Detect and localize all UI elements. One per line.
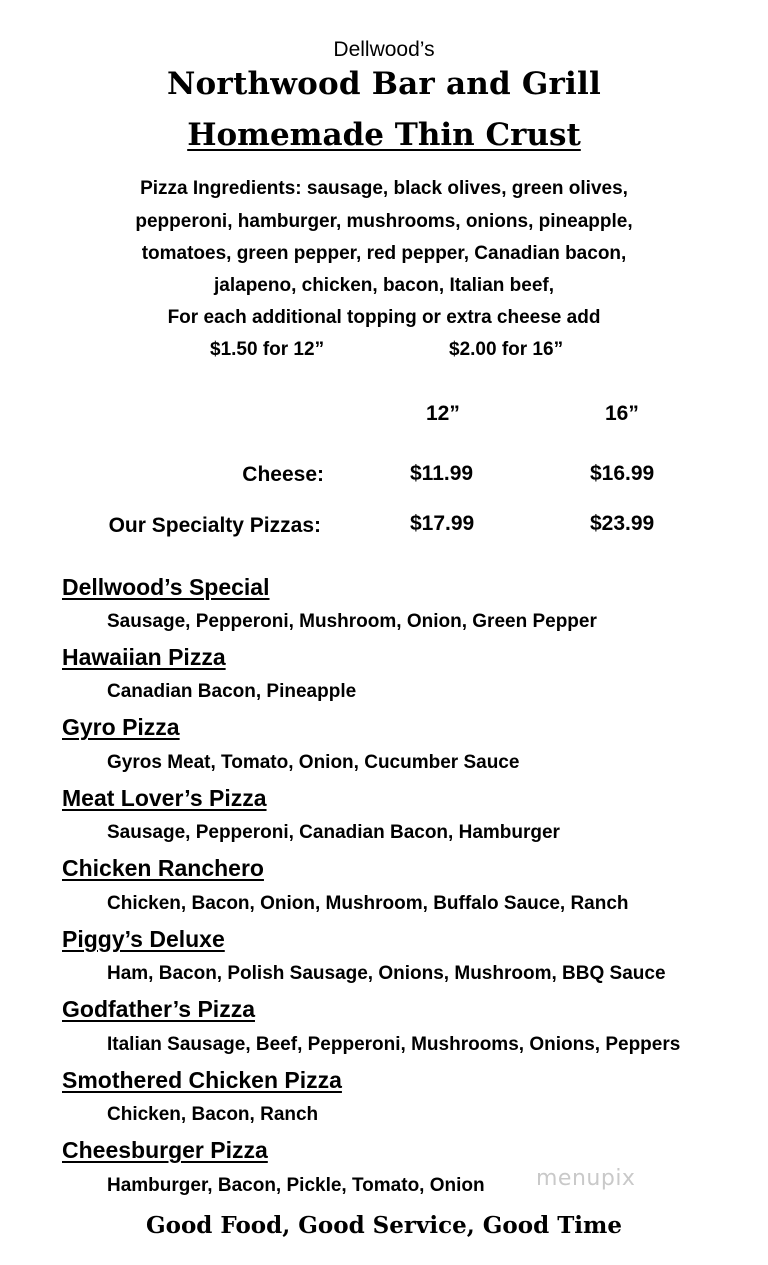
cheese-label: Cheese:: [242, 463, 324, 486]
extra-price-12: $1.50 for 12”: [210, 339, 325, 360]
cheese-price-16: $16.99: [590, 462, 655, 485]
pizza-toppings: Ham, Bacon, Polish Sausage, Onions, Mushroom, BBQ Sauce: [107, 963, 666, 984]
ingredients-line-1: [0, 178, 768, 200]
pizza-toppings: Chicken, Bacon, Ranch: [107, 1104, 319, 1125]
pizza-name: Meat Lover’s Pizza: [62, 785, 267, 811]
ingredients-line-2: pepperoni, hamburger, mushrooms, onions, pineapple,: [135, 211, 633, 232]
pizza-name: Smothered Chicken Pizza: [62, 1067, 342, 1093]
pizza-name: Gyro Pizza: [62, 714, 180, 740]
ingredients-line-4: jalapeno, chicken, bacon, Italian beef,: [214, 275, 554, 296]
restaurant-title: Northwood Bar and Grill: [167, 66, 601, 102]
restaurant-kicker: Dellwood’s: [333, 38, 435, 61]
pizza-name: Dellwood’s Special: [62, 574, 270, 600]
pizza-name: Hawaiian Pizza: [62, 644, 226, 670]
pizza-name: Godfather’s Pizza: [62, 996, 255, 1022]
pizza-name: Piggy’s Deluxe: [62, 926, 225, 952]
ingredients-text-1: sausage, black olives, green olives,: [301, 178, 628, 199]
size-header-12: 12”: [426, 402, 460, 425]
extra-topping-note: For each additional topping or extra cheese add: [167, 307, 601, 328]
menu-subtitle: [0, 117, 768, 153]
pizza-name: Chicken Ranchero: [62, 855, 264, 881]
specialty-price-16: $23.99: [590, 512, 655, 535]
pizza-toppings: Sausage, Pepperoni, Canadian Bacon, Hamburger: [107, 822, 560, 843]
ingredients-label: Pizza Ingredients:: [140, 178, 302, 199]
pizza-toppings: Italian Sausage, Beef, Pepperoni, Mushrooms, Onions, Peppers: [107, 1034, 681, 1055]
specialty-label: Our Specialty Pizzas:: [108, 514, 321, 537]
ingredients-line-3: tomatoes, green pepper, red pepper, Canadian bacon,: [141, 243, 627, 264]
menupix-watermark: menupix: [536, 1166, 636, 1191]
pizza-toppings: Chicken, Bacon, Onion, Mushroom, Buffalo Sauce, Ranch: [107, 893, 629, 914]
pizza-toppings: Sausage, Pepperoni, Mushroom, Onion, Green Pepper: [107, 611, 597, 632]
pizza-name: Cheesburger Pizza: [62, 1137, 268, 1163]
cheese-price-12: $11.99: [410, 462, 474, 485]
pizza-toppings: Gyros Meat, Tomato, Onion, Cucumber Sauce: [107, 752, 520, 773]
size-header-16: 16”: [605, 402, 639, 425]
menu-subtitle-text: Homemade Thin Crust: [187, 117, 581, 153]
specialty-price-12: $17.99: [410, 512, 475, 535]
footer-slogan: Good Food, Good Service, Good Time: [145, 1212, 623, 1239]
extra-price-16: $2.00 for 16”: [449, 339, 564, 360]
pizza-toppings: Hamburger, Bacon, Pickle, Tomato, Onion: [107, 1175, 485, 1196]
pizza-toppings: Canadian Bacon, Pineapple: [107, 681, 357, 702]
